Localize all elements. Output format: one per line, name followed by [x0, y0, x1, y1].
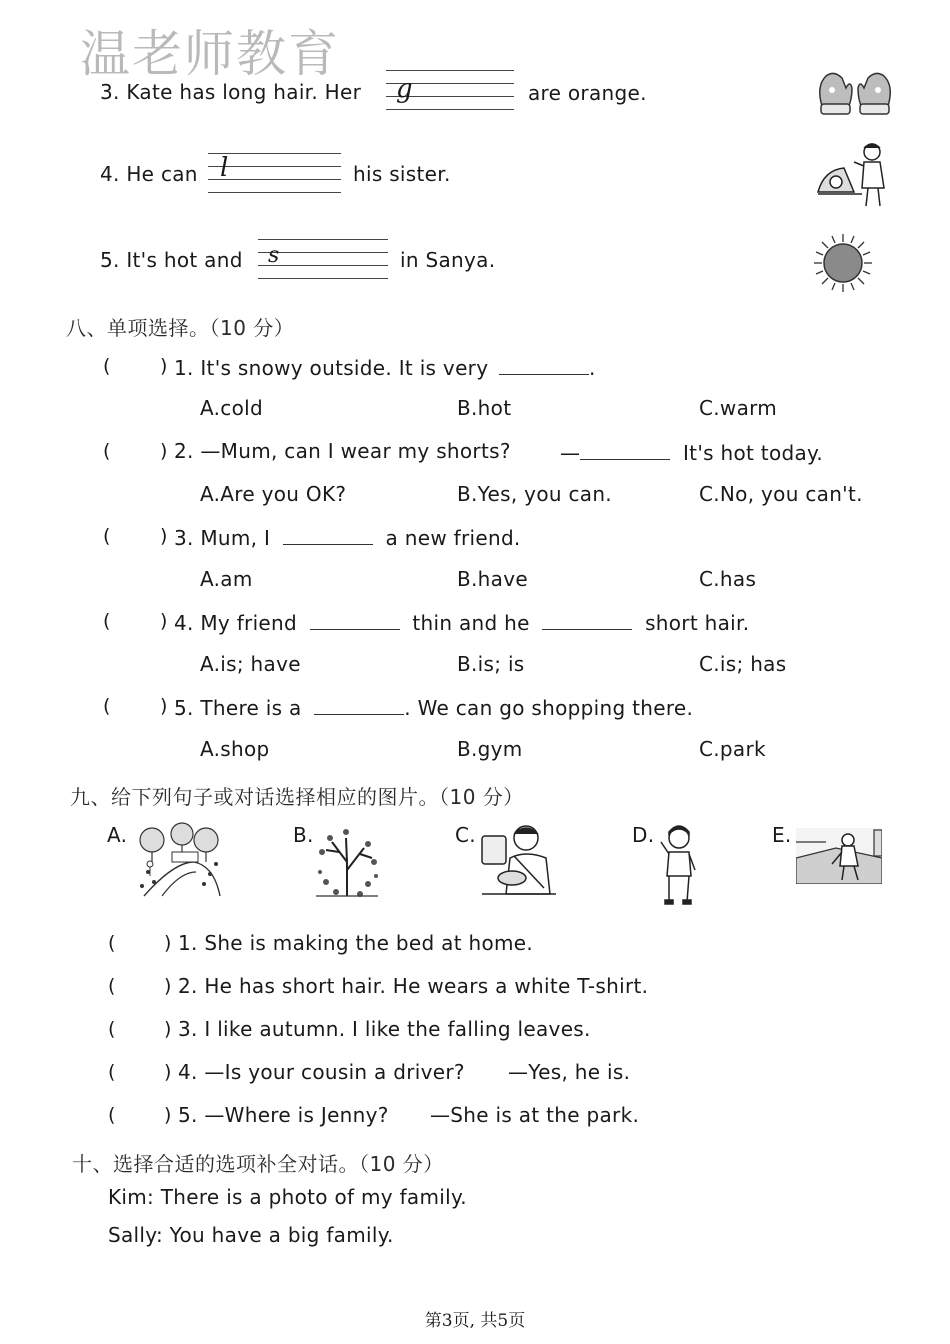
fill-item-5-text: 5. It's hot and — [100, 248, 243, 272]
baby-stroller-icon — [814, 140, 902, 210]
section-8-title: 八、单项选择。（10 分） — [66, 316, 295, 340]
answer-blank[interactable] — [310, 609, 400, 630]
driver-icon — [478, 822, 560, 896]
picture-label-c: C. — [455, 823, 476, 847]
autumn-tree-icon — [312, 822, 382, 898]
question-number: 5. — [174, 696, 194, 720]
option-b[interactable]: B.is; is — [457, 652, 525, 676]
match-sentence-1: 1. She is making the bed at home. — [178, 931, 534, 955]
question-number: 3. — [174, 526, 194, 550]
question-text: There is a — [200, 696, 302, 720]
answer-paren-open[interactable]: ( — [103, 525, 111, 547]
fill-item-4-text: 4. He can — [100, 162, 198, 186]
answer-paren-close: ) — [164, 975, 172, 997]
answer-paren-open[interactable]: ( — [103, 355, 111, 377]
option-a[interactable]: A.Are you OK? — [200, 482, 347, 506]
answer-paren-close: ) — [160, 695, 168, 717]
question-text-end: It's hot today. — [682, 441, 823, 465]
match-sentence-3: 3. I like autumn. I like the falling leaves. — [178, 1017, 591, 1041]
answer-blank[interactable] — [283, 524, 373, 545]
hint-letter-5: s — [268, 243, 280, 268]
boy-icon — [655, 822, 701, 908]
match-sentence-4-answer: —Yes, he is. — [508, 1060, 631, 1084]
question-2-reply — [560, 439, 823, 465]
question-text-end: a new friend. — [385, 526, 521, 550]
question-2-stem — [174, 439, 511, 463]
question-text-end: . We can go shopping there. — [404, 696, 694, 720]
option-a[interactable]: A.am — [200, 567, 253, 591]
match-sentence-4: 4. —Is your cousin a driver? — [178, 1060, 465, 1084]
option-a[interactable]: A.cold — [200, 396, 263, 420]
answer-paren-close: ) — [160, 355, 168, 377]
making-bed-icon — [796, 828, 882, 884]
option-c[interactable]: C.No, you can't. — [699, 482, 863, 506]
answer-paren-open[interactable]: ( — [108, 1104, 116, 1126]
question-text: My friend — [200, 611, 298, 635]
question-text: Mum, I — [200, 526, 271, 550]
section-10-title: 十、选择合适的选项补全对话。（10 分） — [72, 1152, 444, 1176]
picture-label-b: B. — [293, 823, 314, 847]
four-line-blank-3[interactable] — [386, 70, 514, 110]
answer-paren-close: ) — [160, 610, 168, 632]
answer-paren-open[interactable]: ( — [108, 975, 116, 997]
picture-label-a: A. — [107, 823, 128, 847]
hint-letter-4: l — [220, 153, 229, 183]
hint-letter-3: g — [396, 74, 413, 104]
picture-label-d: D. — [632, 823, 655, 847]
question-text-end: short hair. — [645, 611, 750, 635]
option-b[interactable]: B.have — [457, 567, 528, 591]
dialogue-line-2: Sally: You have a big family. — [108, 1223, 394, 1247]
match-sentence-5-answer: —She is at the park. — [430, 1103, 640, 1127]
answer-paren-close: ) — [164, 932, 172, 954]
four-line-blank-5[interactable] — [258, 239, 388, 279]
answer-paren-close: ) — [164, 1061, 172, 1083]
answer-paren-open[interactable]: ( — [103, 440, 111, 462]
sun-icon — [812, 232, 874, 294]
question-text-mid: thin and he — [412, 611, 530, 635]
option-c[interactable]: C.is; has — [699, 652, 787, 676]
question-4-stem — [174, 609, 749, 635]
answer-paren-close: ) — [164, 1104, 172, 1126]
option-c[interactable]: C.has — [699, 567, 757, 591]
option-b[interactable]: B.hot — [457, 396, 512, 420]
dash: — — [560, 441, 581, 465]
watermark: 温老师教育 — [80, 25, 340, 83]
answer-paren-open[interactable]: ( — [108, 1018, 116, 1040]
option-b[interactable]: B.gym — [457, 737, 523, 761]
question-5-stem — [174, 694, 693, 720]
fill-item-4-after: his sister. — [353, 162, 451, 186]
answer-paren-open[interactable]: ( — [108, 932, 116, 954]
section-9-title: 九、给下列句子或对话选择相应的图片。（10 分） — [70, 785, 524, 809]
fill-item-3-after: are orange. — [528, 81, 647, 105]
answer-paren-open[interactable]: ( — [108, 1061, 116, 1083]
option-a[interactable]: A.shop — [200, 737, 270, 761]
four-line-blank-4[interactable] — [208, 153, 341, 193]
question-1-stem — [174, 354, 596, 380]
mittens-icon — [812, 66, 898, 120]
answer-paren-open[interactable]: ( — [103, 695, 111, 717]
answer-blank[interactable] — [314, 694, 404, 715]
answer-paren-close: ) — [160, 440, 168, 462]
dialogue-line-1: Kim: There is a photo of my family. — [108, 1185, 467, 1209]
answer-paren-close: ) — [160, 525, 168, 547]
option-b[interactable]: B.Yes, you can. — [457, 482, 612, 506]
option-c[interactable]: C.warm — [699, 396, 778, 420]
question-3-stem — [174, 524, 521, 550]
match-sentence-5: 5. —Where is Jenny? — [178, 1103, 389, 1127]
match-sentence-2: 2. He has short hair. He wears a white T-shirt. — [178, 974, 649, 998]
fill-item-3-text: 3. Kate has long hair. Her — [100, 80, 362, 104]
fill-item-5-after: in Sanya. — [400, 248, 496, 272]
page-footer: 第3页, 共5页 — [424, 1311, 526, 1331]
question-text-end: . — [589, 356, 596, 380]
answer-blank[interactable] — [499, 354, 589, 375]
answer-paren-open[interactable]: ( — [103, 610, 111, 632]
answer-blank[interactable] — [542, 609, 632, 630]
option-a[interactable]: A.is; have — [200, 652, 301, 676]
park-icon — [134, 822, 224, 898]
question-number: 2. — [174, 439, 194, 463]
question-text: —Mum, can I wear my shorts? — [200, 439, 511, 463]
answer-blank[interactable] — [580, 439, 670, 460]
question-number: 4. — [174, 611, 194, 635]
option-c[interactable]: C.park — [699, 737, 766, 761]
picture-label-e: E. — [772, 823, 792, 847]
question-text: It's snowy outside. It is very — [200, 356, 489, 380]
question-number: 1. — [174, 356, 194, 380]
answer-paren-close: ) — [164, 1018, 172, 1040]
